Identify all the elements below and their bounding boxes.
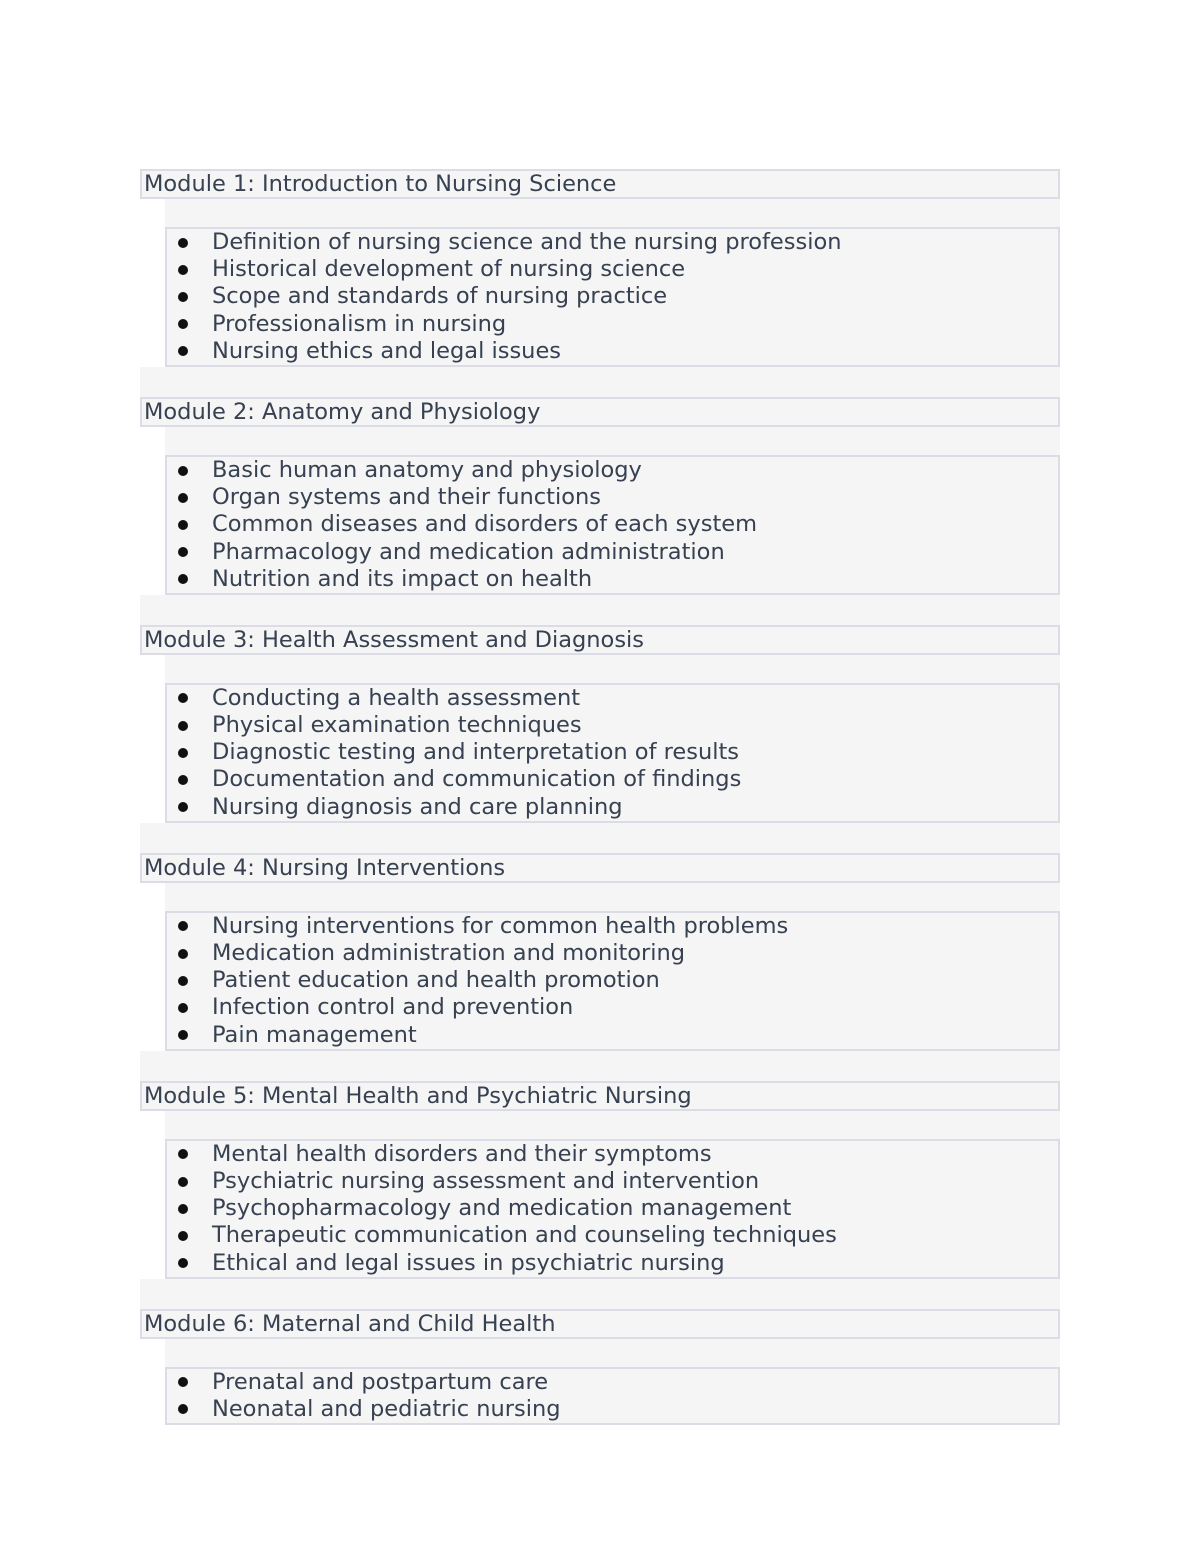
list-item-text: Scope and standards of nursing practice [212,283,668,310]
list-item-text: Professionalism in nursing [212,310,507,337]
bullet-icon [178,775,188,785]
module-spacer [165,883,1060,911]
module-gap [140,367,1060,397]
list-item [167,539,1058,566]
list-item [167,511,1058,538]
bullet-icon [178,1377,188,1387]
module-gap [140,595,1060,625]
list-item [167,1141,1058,1168]
list-item-text: Pharmacology and medication administration [212,538,725,565]
bullet-icon [178,547,188,557]
list-item [167,994,1058,1021]
bullet-icon [178,1030,188,1040]
list-item-text: Neonatal and pediatric nursing [212,1395,561,1422]
module-section [140,169,1060,397]
list-item [167,1369,1058,1396]
list-item-text: Common diseases and disorders of each system [212,511,758,538]
module-title: Module 4: Nursing Interventions [140,853,1060,883]
list-item [167,967,1058,994]
module-title: Module 1: Introduction to Nursing Science [140,169,1060,199]
list-item [167,766,1058,793]
bullet-icon [178,949,188,959]
bullet-icon [178,921,188,931]
list-item-text: Nursing ethics and legal issues [212,337,562,364]
module-section [140,1081,1060,1309]
list-item-text: Medication administration and monitoring [212,940,686,966]
module-spacer [165,427,1060,455]
list-item [167,913,1058,940]
bullet-icon [178,802,188,812]
list-item-text: Therapeutic communication and counseling techniques [212,1222,837,1249]
module-title: Module 3: Health Assessment and Diagnosis [140,625,1060,655]
bullet-icon [178,238,188,248]
list-item-text: Historical development of nursing science [212,256,686,283]
list-item-text: Organ systems and their functions [212,484,601,511]
module-spacer [165,1111,1060,1139]
module-spacer [165,655,1060,683]
bullet-icon [178,466,188,476]
list-item [167,940,1058,967]
list-item-text: Definition of nursing science and the nursing profession [212,229,842,255]
bullet-icon [178,693,188,703]
topic-list [165,227,1060,367]
list-item-text: Conducting a health assessment [212,684,581,711]
module-gap [140,1051,1060,1081]
list-item-text: Nursing interventions for common health problems [212,912,789,939]
bullet-icon [178,1404,188,1414]
bullet-icon [178,1231,188,1241]
topic-list [165,1367,1060,1425]
topic-list [165,911,1060,1051]
list-item [167,256,1058,283]
topic-list [165,455,1060,595]
document-body [140,169,1060,1425]
list-item [167,311,1058,338]
list-item-text: Documentation and communication of findings [212,766,742,793]
list-item-text: Psychopharmacology and medication management [212,1195,792,1222]
list-item [167,712,1058,739]
list-item-text: Mental health disorders and their symptoms [212,1140,712,1167]
list-item-text: Infection control and prevention [212,994,574,1021]
list-item [167,283,1058,310]
module-title: Module 6: Maternal and Child Health [140,1309,1060,1339]
list-item [167,1250,1058,1277]
bullet-icon [178,520,188,530]
topic-list [165,1139,1060,1279]
module-title: Module 2: Anatomy and Physiology [140,397,1060,427]
list-item-text: Pain management [212,1021,417,1048]
list-item-text: Ethical and legal issues in psychiatric nursing [212,1249,725,1276]
list-item [167,338,1058,365]
list-item-text: Prenatal and postpartum care [212,1368,549,1395]
list-item-text: Nursing diagnosis and care planning [212,793,623,820]
module-title: Module 5: Mental Health and Psychiatric Nursing [140,1081,1060,1111]
list-item [167,794,1058,821]
list-item [167,1195,1058,1222]
bullet-icon [178,319,188,329]
module-spacer [165,1339,1060,1367]
module-gap [140,1279,1060,1309]
bullet-icon [178,292,188,302]
bullet-icon [178,346,188,356]
list-item [167,1168,1058,1195]
module-spacer [165,199,1060,227]
list-item [167,457,1058,484]
list-item-text: Basic human anatomy and physiology [212,456,642,483]
list-item-text: Patient education and health promotion [212,967,660,994]
bullet-icon [178,748,188,758]
list-item [167,229,1058,256]
bullet-icon [178,1177,188,1187]
bullet-icon [178,1149,188,1159]
list-item-text: Physical examination techniques [212,712,582,739]
list-item [167,685,1058,712]
bullet-icon [178,574,188,584]
bullet-icon [178,493,188,503]
list-item [167,1222,1058,1249]
module-section [140,1309,1060,1425]
list-item [167,566,1058,593]
list-item-text: Psychiatric nursing assessment and intervention [212,1167,760,1194]
module-section [140,625,1060,853]
list-item [167,484,1058,511]
module-section [140,853,1060,1081]
bullet-icon [178,1258,188,1268]
module-section [140,397,1060,625]
bullet-icon [178,976,188,986]
bullet-icon [178,1204,188,1214]
list-item [167,1396,1058,1423]
topic-list [165,683,1060,823]
list-item-text: Nutrition and its impact on health [212,565,593,592]
list-item-text: Diagnostic testing and interpretation of results [212,739,740,766]
list-item [167,1022,1058,1049]
bullet-icon [178,265,188,275]
module-gap [140,823,1060,853]
list-item [167,739,1058,766]
bullet-icon [178,721,188,731]
bullet-icon [178,1003,188,1013]
